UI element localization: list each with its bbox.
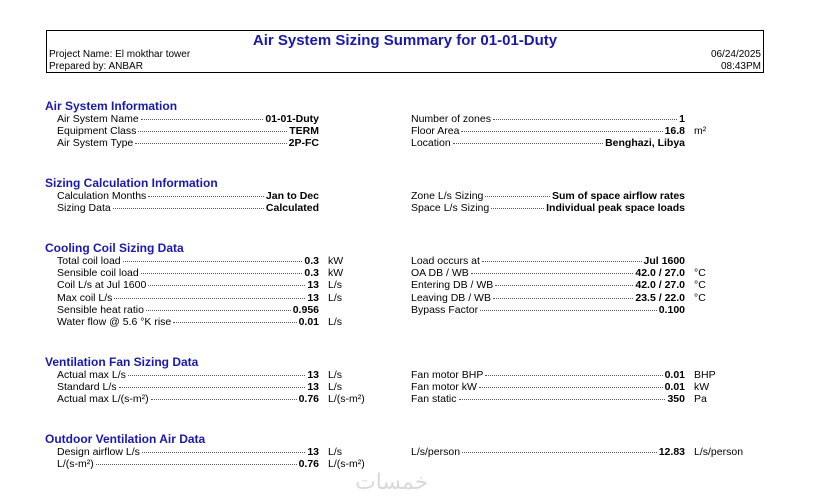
row-value: 0.3 (304, 267, 319, 280)
data-row (411, 113, 685, 125)
dot-leader (114, 298, 305, 299)
row-value: 0.100 (658, 303, 685, 316)
row-unit: m² (694, 125, 707, 138)
row-value: 13 (307, 279, 319, 292)
data-row (57, 458, 319, 470)
row-unit: kW (694, 381, 710, 394)
row-unit: BHP (694, 369, 716, 381)
dot-leader (128, 375, 305, 376)
row-unit: L/s (328, 446, 343, 458)
row-label: Coil L/s at Jul 1600 (57, 279, 147, 292)
row-value: Jul 1600 (643, 255, 685, 267)
data-row (411, 381, 685, 393)
row-unit: kW (328, 255, 344, 267)
dot-leader (480, 310, 657, 311)
row-label: Bypass Factor (411, 303, 479, 316)
row-value: 42.0 / 27.0 (635, 279, 685, 292)
row-unit: °C (694, 279, 706, 292)
dot-leader (453, 143, 603, 144)
data-row (57, 137, 319, 149)
prepared-by: Prepared by: ANBAR (49, 61, 143, 72)
data-row (411, 446, 685, 458)
dot-leader (113, 208, 264, 209)
data-row (57, 255, 319, 267)
row-value: Jan to Dec (265, 190, 319, 202)
data-row (57, 446, 319, 458)
dot-leader (493, 298, 633, 299)
row-label: Space L/s Sizing (411, 202, 490, 215)
data-row (411, 190, 685, 202)
dot-leader (461, 131, 662, 132)
dot-leader (485, 375, 662, 376)
row-label: Leaving DB / WB (411, 291, 491, 304)
data-row (411, 292, 685, 304)
row-value: 350 (667, 393, 685, 406)
data-row (411, 369, 685, 381)
data-row (411, 267, 685, 279)
row-value: 0.01 (664, 369, 685, 381)
row-label: Water flow @ 5.6 °K rise (57, 316, 172, 328)
dot-leader (123, 261, 303, 262)
dot-leader (471, 273, 634, 274)
row-value: 0.76 (298, 458, 319, 471)
row-unit: L/s (328, 316, 343, 328)
row-value: 0.956 (292, 303, 319, 316)
dot-leader (141, 273, 303, 274)
row-label: Actual max L/(s-m²) (57, 393, 149, 406)
data-row (57, 267, 319, 279)
dot-leader (491, 208, 544, 209)
row-value: 13 (307, 381, 319, 394)
row-unit: L/s/person (694, 446, 744, 458)
row-value: 16.8 (664, 125, 685, 138)
row-label: L/s/person (411, 446, 461, 458)
row-label: Load occurs at (411, 255, 480, 267)
row-value: Calculated (265, 202, 319, 215)
row-value: 0.3 (304, 255, 319, 267)
dot-leader (138, 131, 287, 132)
dot-leader (459, 399, 666, 400)
dot-leader (151, 399, 297, 400)
row-label: Air System Type (57, 137, 134, 150)
row-unit: L/(s-m²) (328, 458, 365, 471)
dot-leader (493, 119, 677, 120)
row-value: 13 (307, 446, 319, 458)
data-row (57, 292, 319, 304)
row-value: 0.01 (298, 316, 319, 328)
dot-leader (148, 285, 305, 286)
row-label: Location (411, 137, 451, 150)
row-value: 42.0 / 27.0 (635, 267, 685, 280)
report-title: Air System Sizing Summary for 01-01-Duty (252, 32, 558, 49)
row-label: Calculation Months (57, 190, 147, 202)
data-row (57, 393, 319, 405)
report-header (46, 30, 764, 73)
dot-leader (96, 464, 297, 465)
row-value: 13 (307, 291, 319, 304)
row-value: Individual peak space loads (546, 202, 685, 215)
row-value: 1 (679, 113, 685, 125)
row-unit: L/s (328, 369, 343, 381)
data-row (57, 279, 319, 291)
row-label: Floor Area (411, 125, 460, 138)
row-label: Equipment Class (57, 125, 137, 138)
row-unit: °C (694, 267, 706, 280)
data-row (57, 202, 319, 214)
row-label: Number of zones (411, 113, 491, 125)
row-label: L/(s-m²) (57, 458, 94, 471)
row-value: 0.01 (664, 381, 685, 394)
row-unit: Pa (694, 393, 707, 406)
row-value: 13 (307, 369, 319, 381)
row-unit: L/(s-m²) (328, 393, 365, 406)
dot-leader (148, 196, 264, 197)
data-row (57, 369, 319, 381)
data-row (411, 304, 685, 316)
dot-leader (485, 196, 550, 197)
dot-leader (146, 310, 291, 311)
row-unit: L/s (328, 381, 343, 394)
row-value: 2P-FC (288, 137, 319, 150)
report-date: 06/24/2025 (710, 49, 761, 60)
row-label: Sensible coil load (57, 267, 139, 280)
row-unit: L/s (328, 279, 343, 292)
data-row (57, 190, 319, 202)
row-unit: kW (328, 267, 344, 280)
row-label: Sizing Data (57, 202, 111, 215)
dot-leader (495, 285, 633, 286)
row-value: 23.5 / 22.0 (635, 291, 685, 304)
dot-leader (462, 452, 657, 453)
row-label: Zone L/s Sizing (411, 190, 484, 202)
row-label: Fan motor BHP (411, 369, 484, 381)
data-row (411, 255, 685, 267)
data-row (411, 393, 685, 405)
section-title: Cooling Coil Sizing Data (45, 241, 184, 255)
dot-leader (142, 452, 305, 453)
row-label: Air System Name (57, 113, 139, 125)
data-row (411, 279, 685, 291)
row-label: Design airflow L/s (57, 446, 140, 458)
report-time: 08:43PM (720, 61, 761, 72)
section-title: Ventilation Fan Sizing Data (45, 355, 199, 369)
row-label: Total coil load (57, 255, 121, 267)
data-row (57, 381, 319, 393)
dot-leader (119, 387, 306, 388)
section-title: Outdoor Ventilation Air Data (45, 432, 206, 446)
project-name: Project Name: El mokthar tower (49, 49, 191, 60)
row-value: 01-01-Duty (265, 113, 319, 125)
row-label: OA DB / WB (411, 267, 469, 280)
data-row (411, 202, 685, 214)
dot-leader (135, 143, 286, 144)
data-row (57, 304, 319, 316)
data-row (57, 125, 319, 137)
row-unit: L/s (328, 291, 343, 304)
row-label: Fan motor kW (411, 381, 477, 394)
row-label: Standard L/s (57, 381, 117, 394)
data-row (57, 113, 319, 125)
row-label: Actual max L/s (57, 369, 126, 381)
data-row (411, 125, 685, 137)
data-row (411, 137, 685, 149)
row-value: 0.76 (298, 393, 319, 406)
dot-leader (482, 261, 642, 262)
dot-leader (173, 322, 296, 323)
section-title: Sizing Calculation Information (45, 176, 218, 190)
dot-leader (141, 119, 264, 120)
row-label: Sensible heat ratio (57, 303, 144, 316)
row-label: Fan static (411, 393, 457, 406)
row-value: TERM (289, 125, 319, 138)
row-unit: °C (694, 291, 706, 304)
row-label: Max coil L/s (57, 291, 113, 304)
row-value: Sum of space airflow rates (551, 190, 685, 202)
dot-leader (479, 387, 663, 388)
section-title: Air System Information (45, 99, 178, 113)
data-row (57, 316, 319, 328)
row-value: Benghazi, Libya (605, 137, 685, 150)
row-label: Entering DB / WB (411, 279, 494, 292)
row-value: 12.83 (658, 446, 685, 458)
watermark-logo: خمسات (355, 470, 429, 495)
